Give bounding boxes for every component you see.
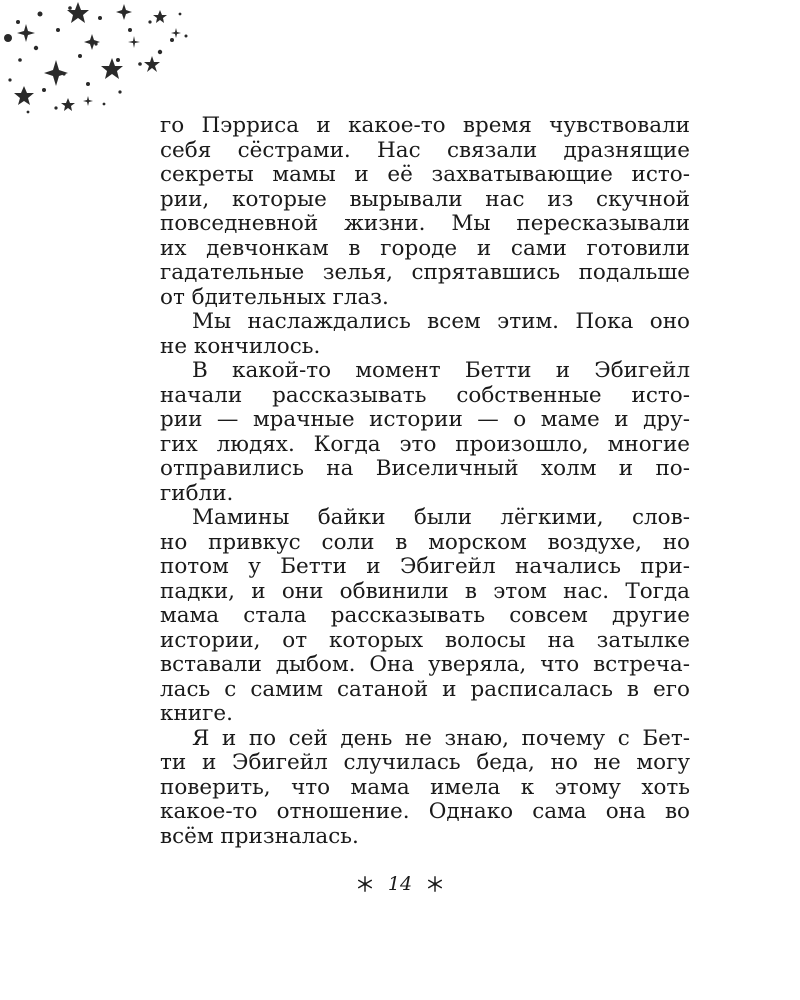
asterisk-ornament-icon bbox=[356, 875, 374, 893]
text-line: книге. bbox=[160, 701, 233, 726]
text-line: их девчонкам в городе и сами готовили bbox=[160, 235, 690, 261]
text-line: гадательные зелья, спрятавшись подальше bbox=[160, 260, 690, 285]
text-line: начали рассказывать собственные исто- bbox=[160, 382, 690, 408]
text-line: отправились на Виселичный холм и по- bbox=[160, 456, 690, 481]
text-line: гибли. bbox=[160, 480, 234, 506]
text-line: истории, от которых волосы на затылке bbox=[160, 627, 690, 653]
text-line: го Пэрриса и какое-то время чувствовали bbox=[160, 113, 690, 138]
text-line: рии — мрачные истории — о маме и дру- bbox=[160, 407, 690, 432]
text-line: всём призналась. bbox=[160, 823, 359, 849]
page-number: 14 bbox=[387, 873, 413, 895]
text-line: себя сёстрами. Нас связали дразнящие bbox=[160, 137, 690, 163]
text-line: В какой-то момент Бетти и Эбигейл bbox=[192, 358, 690, 383]
text-line: ти и Эбигейл случилась беда, но не могу bbox=[160, 750, 690, 775]
text-line: мама стала рассказывать совсем другие bbox=[160, 603, 690, 628]
text-line: секреты мамы и её захватывающие исто- bbox=[160, 162, 690, 187]
text-line: но привкус соли в морском воздухе, но bbox=[160, 529, 690, 555]
text-line: повседневной жизни. Мы пересказывали bbox=[160, 211, 690, 236]
text-line: поверить, что мама имела к этому хоть bbox=[160, 774, 690, 800]
text-line: Я и по сей день не знаю, почему с Бет- bbox=[192, 725, 690, 751]
text-line: гих людях. Когда это произошло, многие bbox=[160, 431, 690, 457]
text-line: не кончилось. bbox=[160, 333, 321, 359]
text-line: Мамины байки были лёгкими, слов- bbox=[192, 505, 690, 530]
text-line: какое-то отношение. Однако сама она во bbox=[160, 799, 690, 824]
text-line: рии, которые вырывали нас из скучной bbox=[160, 186, 690, 212]
text-line: Мы наслаждались всем этим. Пока оно bbox=[192, 309, 690, 334]
stars-cluster-icon bbox=[0, 0, 200, 120]
text-line: падки, и они обвинили в этом нас. Тогда bbox=[160, 578, 690, 604]
text-line: лась с самим сатаной и расписалась в его bbox=[160, 676, 690, 702]
page-footer bbox=[0, 872, 800, 895]
asterisk-ornament-icon bbox=[426, 875, 444, 893]
body-text bbox=[160, 114, 690, 849]
text-line: от бдительных глаз. bbox=[160, 284, 389, 310]
text-line: потом у Бетти и Эбигейл начались при- bbox=[160, 554, 690, 579]
text-line: вставали дыбом. Она уверяла, что встреча- bbox=[160, 652, 690, 677]
